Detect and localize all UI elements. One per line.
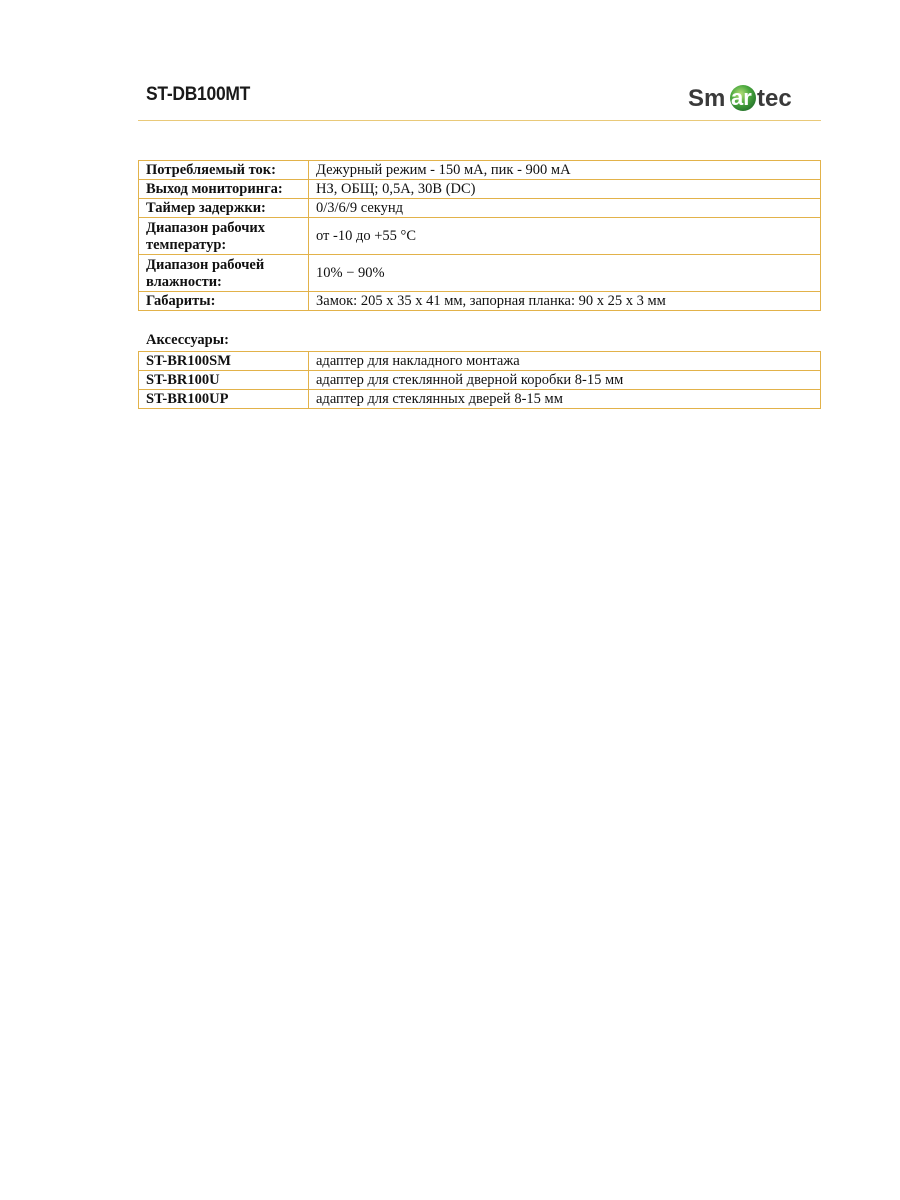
spec-value: 0/3/6/9 секунд xyxy=(309,199,821,218)
spec-row-delay-timer xyxy=(139,199,821,218)
logo-text-mid: ar xyxy=(731,85,752,110)
logo-text-suffix: tec xyxy=(757,85,792,112)
spec-value: от -10 до +55 °С xyxy=(309,218,821,255)
spec-value: НЗ, ОБЩ; 0,5A, 30В (DC) xyxy=(309,180,821,199)
spec-label: Таймер задержки: xyxy=(139,199,309,218)
spec-value: Замок: 205 x 35 x 41 мм, запорная планка: 90 x 25 x 3 мм xyxy=(309,292,821,311)
spec-label: Потребляемый ток: xyxy=(139,161,309,180)
accessories-table xyxy=(138,351,821,409)
spec-label: Выход мониторинга: xyxy=(139,180,309,199)
spec-value: 10% − 90% xyxy=(309,255,821,292)
spec-row-monitoring-output xyxy=(139,180,821,199)
accessory-row xyxy=(139,371,821,390)
spec-row-dimensions xyxy=(139,292,821,311)
spec-label: Габариты: xyxy=(139,292,309,311)
accessory-model: ST-BR100SM xyxy=(139,352,309,371)
header-divider xyxy=(138,120,821,121)
accessory-description: адаптер для стеклянной дверной коробки 8-15 мм xyxy=(309,371,821,390)
smartec-logo xyxy=(688,80,803,116)
spec-value: Дежурный режим - 150 мА, пик - 900 мА xyxy=(309,161,821,180)
accessory-row xyxy=(139,352,821,371)
accessory-description: адаптер для накладного монтажа xyxy=(309,352,821,371)
page-title: ST-DB100MT xyxy=(146,84,251,105)
accessory-model: ST-BR100UP xyxy=(139,390,309,409)
accessory-row xyxy=(139,390,821,409)
spec-row-current xyxy=(139,161,821,180)
specifications-table xyxy=(138,160,821,311)
spec-label: Диапазон рабочих температур: xyxy=(139,218,309,255)
accessory-description: адаптер для стеклянных дверей 8-15 мм xyxy=(309,390,821,409)
accessories-heading: Аксессуары: xyxy=(146,332,229,348)
spec-row-temperature xyxy=(139,218,821,255)
logo-text-prefix: Sm xyxy=(688,85,726,112)
accessory-model: ST-BR100U xyxy=(139,371,309,390)
spec-label: Диапазон рабочей влажности: xyxy=(139,255,309,292)
spec-row-humidity xyxy=(139,255,821,292)
